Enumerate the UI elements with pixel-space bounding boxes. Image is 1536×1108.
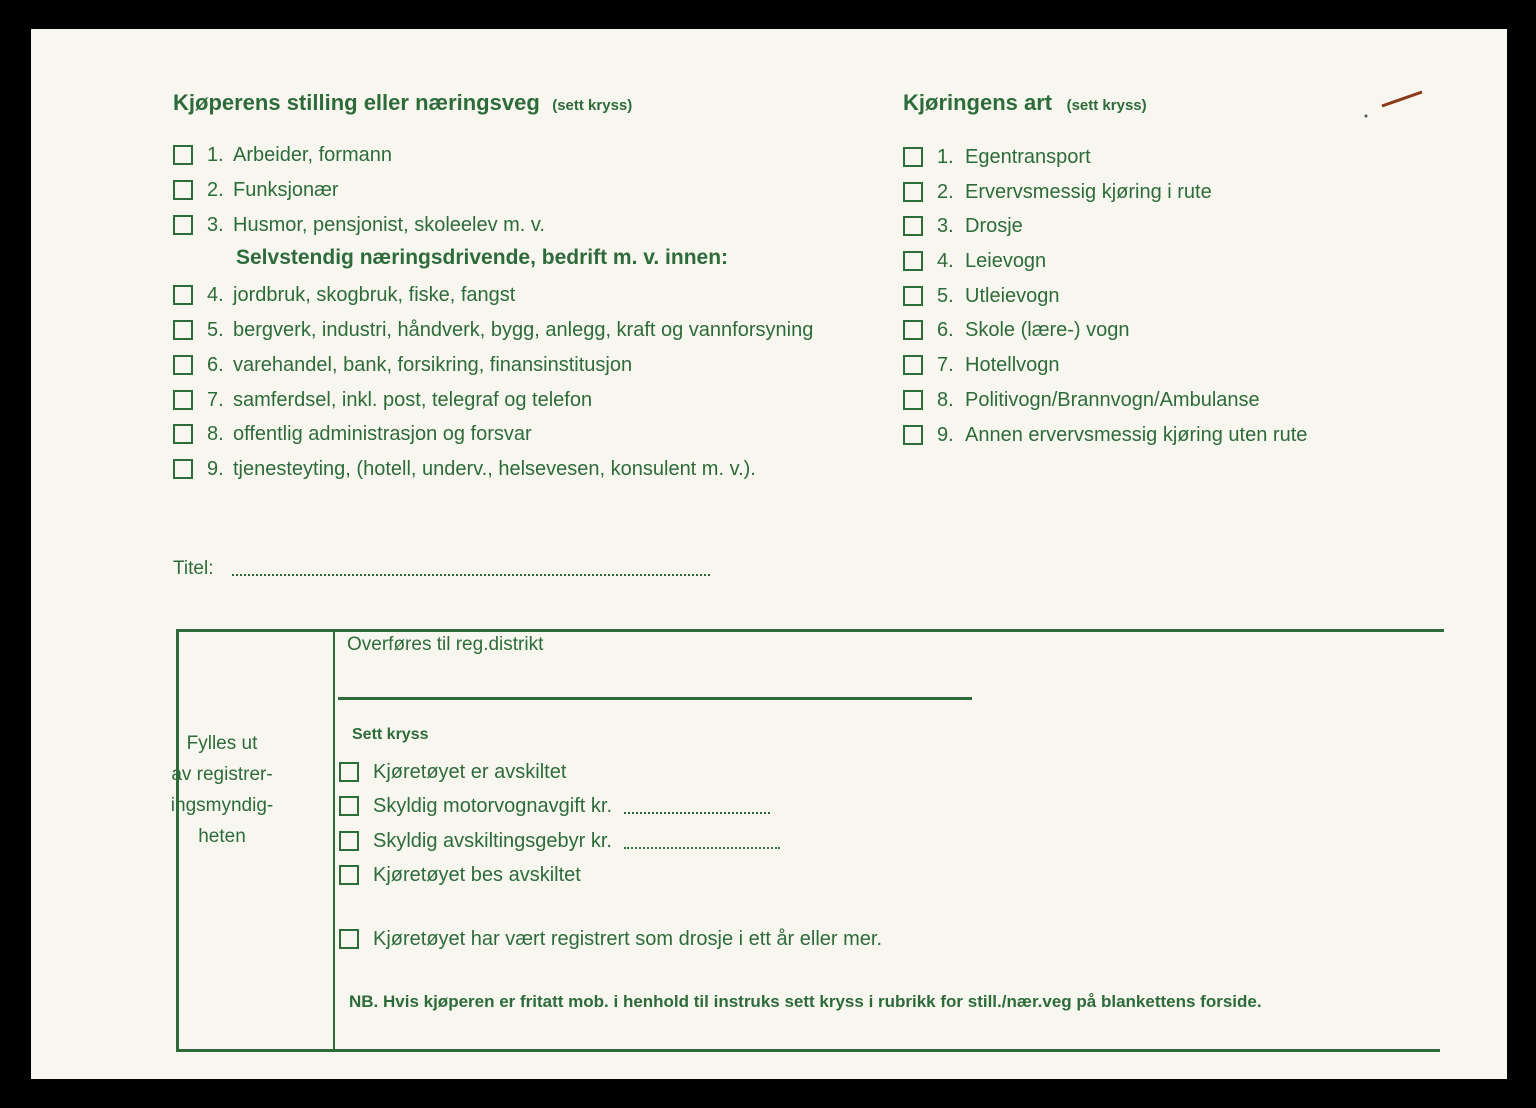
check-bes-avskiltet[interactable]	[339, 862, 581, 888]
left-item-1[interactable]	[173, 142, 392, 168]
side-line: av registrer-	[171, 764, 273, 785]
item-number: 6.	[207, 353, 224, 376]
item-number: 1.	[937, 145, 954, 168]
item-number: 4.	[937, 249, 954, 272]
left-item-9[interactable]	[173, 456, 756, 482]
item-number: 8.	[207, 422, 224, 445]
side-line: Fylles ut	[186, 733, 258, 754]
item-number: 5.	[937, 284, 954, 307]
side-line: ingsmyndig-	[170, 795, 274, 816]
item-number: 8.	[937, 388, 954, 411]
checkbox[interactable]	[903, 425, 923, 445]
item-label: Hotellvogn	[965, 353, 1060, 376]
right-item-3[interactable]	[903, 213, 1023, 239]
check-label: Skyldig avskiltingsgebyr kr.	[373, 829, 612, 852]
ink-mark	[1360, 86, 1430, 122]
checkbox[interactable]	[903, 216, 923, 236]
checkbox[interactable]	[339, 831, 359, 851]
right-title: Kjøringens art	[903, 90, 1053, 115]
left-section-title	[173, 90, 632, 116]
box-divider-line	[333, 629, 335, 1049]
check-drosje[interactable]	[339, 926, 882, 952]
left-item-6[interactable]	[173, 352, 632, 378]
checkbox[interactable]	[173, 320, 193, 340]
left-item-7[interactable]	[173, 387, 592, 413]
item-label: samferdsel, inkl. post, telegraf og telefon	[233, 388, 593, 411]
right-item-8[interactable]	[903, 387, 1260, 413]
left-item-4[interactable]	[173, 282, 515, 308]
right-item-7[interactable]	[903, 352, 1060, 378]
right-item-6[interactable]	[903, 317, 1130, 343]
checkbox[interactable]	[339, 929, 359, 949]
checkbox[interactable]	[903, 355, 923, 375]
left-subheading: Selvstendig næringsdrivende, bedrift m. v. innen:	[236, 246, 729, 269]
check-label: Kjøretøyet er avskiltet	[373, 760, 567, 783]
titel-field[interactable]	[232, 574, 710, 576]
box-top-line	[176, 629, 1444, 632]
transfer-field[interactable]	[338, 697, 972, 700]
check-motorvognavgift[interactable]	[339, 793, 770, 819]
item-label: Funksjonær	[233, 178, 339, 201]
checkbox[interactable]	[339, 796, 359, 816]
titel-row	[173, 558, 213, 580]
item-label: jordbruk, skogbruk, fiske, fangst	[233, 283, 516, 306]
item-label: Husmor, pensjonist, skoleelev m. v.	[233, 213, 545, 236]
right-item-4[interactable]	[903, 248, 1046, 274]
item-label: Politivogn/Brannvogn/Ambulanse	[965, 388, 1260, 411]
checkbox[interactable]	[173, 285, 193, 305]
item-label: varehandel, bank, forsikring, finansinstitusjon	[233, 353, 633, 376]
right-section-title	[903, 90, 1147, 116]
left-item-5[interactable]	[173, 317, 813, 343]
right-item-2[interactable]	[903, 179, 1212, 205]
item-label: Leievogn	[965, 249, 1047, 272]
item-label: bergverk, industri, håndverk, bygg, anlegg, kraft og vannforsyning	[233, 318, 814, 341]
item-label: tjenesteyting, (hotell, underv., helsevesen, konsulent m. v.).	[233, 457, 756, 480]
checkbox[interactable]	[173, 390, 193, 410]
checkbox[interactable]	[339, 865, 359, 885]
item-number: 5.	[207, 318, 224, 341]
left-title: Kjøperens stilling eller næringsveg	[173, 90, 540, 115]
nb-note: NB. Hvis kjøperen er fritatt mob. i henhold til instruks sett kryss i rubrikk for still./nær.veg på blankettens forside.	[349, 992, 1262, 1011]
left-title-note: (sett kryss)	[552, 97, 633, 114]
item-label: Utleievogn	[965, 284, 1060, 307]
transfer-label: Overføres til reg.distrikt	[347, 634, 544, 655]
checkbox[interactable]	[903, 182, 923, 202]
checkbox[interactable]	[173, 215, 193, 235]
item-number: 4.	[207, 283, 224, 306]
item-label: Egentransport	[965, 145, 1091, 168]
titel-label: Titel:	[173, 558, 214, 579]
box-bottom-line	[176, 1049, 1440, 1052]
item-number: 3.	[937, 214, 954, 237]
item-number: 3.	[207, 213, 224, 236]
check-avskiltingsgebyr[interactable]	[339, 828, 780, 854]
checkbox[interactable]	[903, 147, 923, 167]
item-number: 2.	[207, 178, 224, 201]
left-item-3[interactable]	[173, 212, 545, 238]
checkbox[interactable]	[903, 251, 923, 271]
item-label: Arbeider, formann	[233, 143, 392, 166]
left-item-2[interactable]	[173, 177, 339, 203]
checkbox[interactable]	[903, 390, 923, 410]
item-number: 2.	[937, 180, 954, 203]
checkbox[interactable]	[173, 355, 193, 375]
item-number: 7.	[207, 388, 224, 411]
registration-authority-note	[148, 728, 296, 852]
item-number: 7.	[937, 353, 954, 376]
checkbox[interactable]	[173, 424, 193, 444]
checkbox[interactable]	[173, 145, 193, 165]
checkbox[interactable]	[173, 180, 193, 200]
check-label: Kjøretøyet bes avskiltet	[373, 863, 581, 886]
item-label: Annen ervervsmessig kjøring uten rute	[965, 423, 1308, 446]
checkbox[interactable]	[903, 320, 923, 340]
amount-field[interactable]	[624, 833, 780, 849]
item-number: 6.	[937, 318, 954, 341]
item-number: 9.	[207, 457, 224, 480]
sett-kryss-label: Sett kryss	[352, 726, 429, 743]
check-label: Kjøretøyet har vært registrert som drosje i ett år eller mer.	[373, 927, 883, 950]
right-item-1[interactable]	[903, 144, 1091, 170]
right-title-note: (sett kryss)	[1066, 97, 1147, 114]
right-item-9[interactable]	[903, 422, 1307, 448]
check-label: Skyldig motorvognavgift kr.	[373, 794, 612, 817]
amount-field[interactable]	[624, 798, 770, 814]
checkbox[interactable]	[903, 286, 923, 306]
item-label: Ervervsmessig kjøring i rute	[965, 180, 1212, 203]
left-item-8[interactable]	[173, 421, 532, 447]
item-label: Skole (lære-) vogn	[965, 318, 1130, 341]
item-number: 9.	[937, 423, 954, 446]
checkbox[interactable]	[173, 459, 193, 479]
right-item-5[interactable]	[903, 283, 1060, 309]
item-number: 1.	[207, 143, 224, 166]
checkbox[interactable]	[339, 762, 359, 782]
item-label: offentlig administrasjon og forsvar	[233, 422, 532, 445]
check-avskiltet[interactable]	[339, 759, 566, 785]
side-line: heten	[198, 826, 246, 847]
item-label: Drosje	[965, 214, 1023, 237]
